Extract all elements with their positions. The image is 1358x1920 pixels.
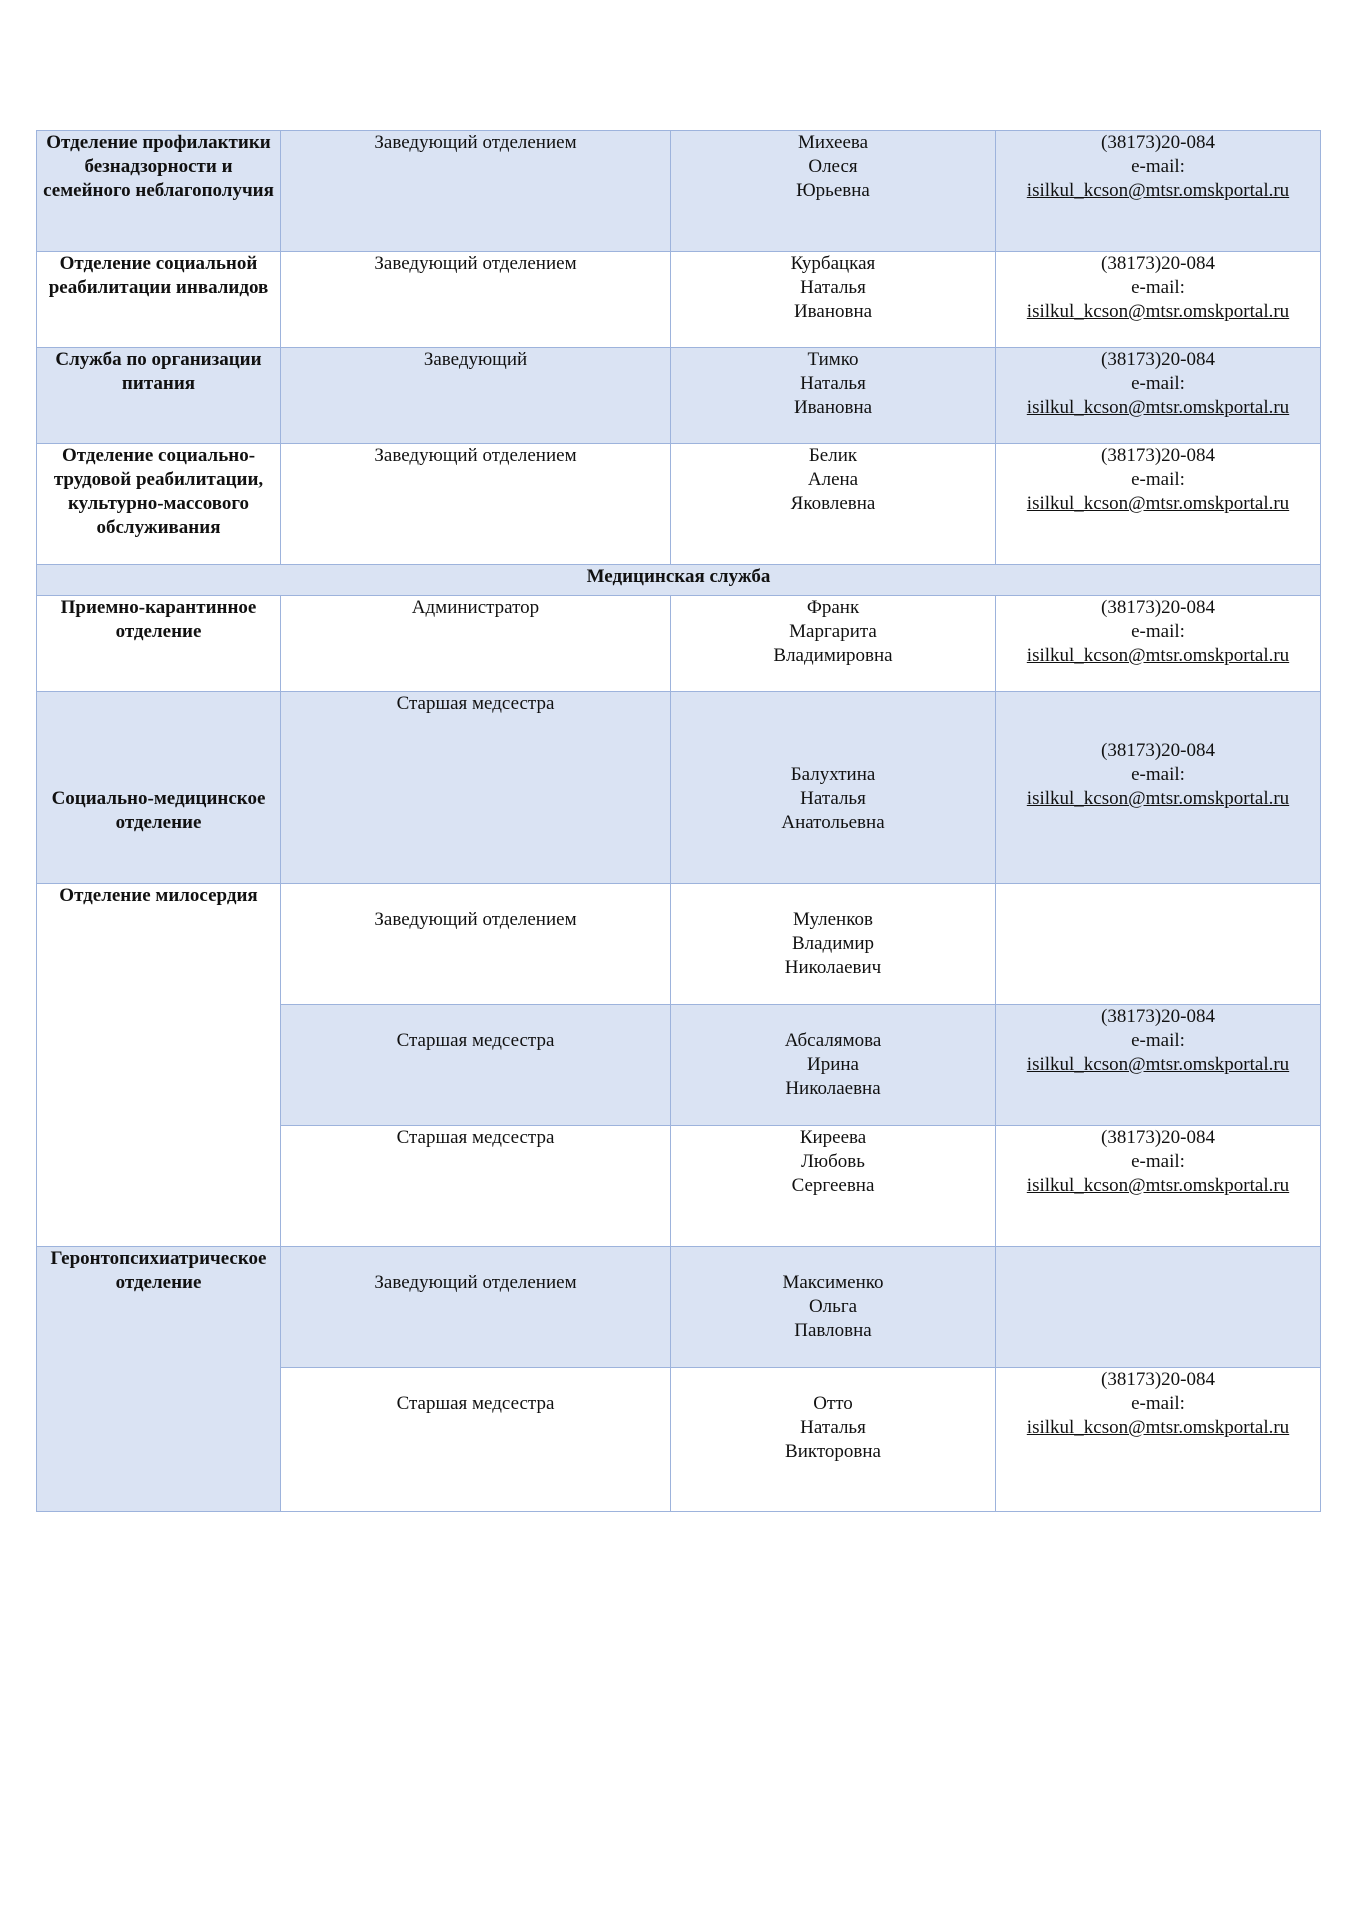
first-name: Олеся — [808, 156, 858, 177]
patronymic: Николаевна — [785, 1078, 881, 1099]
phone-number: (38173)20-084 — [1101, 1006, 1215, 1027]
first-name: Маргарита — [789, 621, 877, 642]
department-cell: Геронтопсихиатрическое отделение — [37, 1247, 281, 1512]
position-cell: Заведующий отделением — [281, 252, 671, 348]
position-cell: Администратор — [281, 596, 671, 692]
email-label: e-mail: — [1131, 277, 1185, 298]
phone-number: (38173)20-084 — [1101, 132, 1215, 153]
email-label: e-mail: — [1131, 621, 1185, 642]
table-row — [37, 596, 1321, 692]
first-name: Любовь — [801, 1151, 865, 1172]
contact-cell — [996, 444, 1321, 565]
position-cell: Заведующий — [281, 348, 671, 444]
phone-number: (38173)20-084 — [1101, 597, 1215, 618]
email-label: e-mail: — [1131, 1030, 1185, 1051]
surname: Белик — [808, 445, 858, 466]
name-cell — [671, 1005, 996, 1126]
first-name: Владимир — [791, 933, 875, 954]
name-cell — [671, 131, 996, 252]
email-label: e-mail: — [1131, 469, 1185, 490]
first-name: Наталья — [800, 1417, 866, 1438]
patronymic: Ивановна — [793, 397, 873, 418]
email-link[interactable]: isilkul_kcson@mtsr.omskportal.ru — [1026, 397, 1290, 418]
surname: Франк — [806, 597, 860, 618]
patronymic: Сергеевна — [791, 1175, 875, 1196]
surname: Курбацкая — [790, 253, 876, 274]
department-cell: Приемно-карантинное отделение — [37, 596, 281, 692]
name-cell — [671, 692, 996, 884]
contact-cell — [996, 1368, 1321, 1512]
position-cell: Старшая медсестра — [281, 1368, 671, 1512]
patronymic: Ивановна — [793, 301, 873, 322]
email-label: e-mail: — [1131, 1393, 1185, 1414]
name-cell — [671, 252, 996, 348]
position-cell: Старшая медсестра — [281, 1126, 671, 1247]
contact-cell — [996, 1247, 1321, 1368]
patronymic: Владимировна — [773, 645, 893, 666]
patronymic: Павловна — [794, 1320, 872, 1341]
position-cell: Заведующий отделением — [281, 884, 671, 1005]
email-link[interactable]: isilkul_kcson@mtsr.omskportal.ru — [1026, 180, 1290, 201]
surname: Михеева — [797, 132, 869, 153]
position-cell: Старшая медсестра — [281, 1005, 671, 1126]
position-cell: Заведующий отделением — [281, 444, 671, 565]
table-row — [37, 884, 1321, 1005]
email-link[interactable]: isilkul_kcson@mtsr.omskportal.ru — [1026, 645, 1290, 666]
first-name: Наталья — [800, 788, 866, 809]
surname: Киреева — [799, 1127, 867, 1148]
first-name: Ольга — [808, 1296, 858, 1317]
table-row — [37, 1247, 1321, 1368]
name-cell — [671, 1247, 996, 1368]
contact-cell — [996, 1126, 1321, 1247]
patronymic: Яковлевна — [790, 493, 876, 514]
patronymic: Викторовна — [785, 1441, 881, 1462]
department-cell: Отделение профилактики безнадзорности и семейного неблагополучия — [37, 131, 281, 252]
email-link[interactable]: isilkul_kcson@mtsr.omskportal.ru — [1026, 493, 1290, 514]
email-label: e-mail: — [1131, 373, 1185, 394]
surname: Отто — [813, 1393, 853, 1414]
phone-number: (38173)20-084 — [1101, 740, 1215, 761]
department-cell: Служба по организации питания — [37, 348, 281, 444]
staff-contact-table — [36, 130, 1321, 1512]
section-title: Медицинская служба — [37, 565, 1321, 596]
name-cell — [671, 884, 996, 1005]
surname: Муленков — [793, 909, 873, 930]
phone-number: (38173)20-084 — [1101, 253, 1215, 274]
email-label: e-mail: — [1131, 1151, 1185, 1172]
name-cell — [671, 348, 996, 444]
table-row — [37, 444, 1321, 565]
contact-cell — [996, 884, 1321, 1005]
phone-number: (38173)20-084 — [1101, 1369, 1215, 1390]
email-label: e-mail: — [1131, 764, 1185, 785]
department-cell: Отделение социальной реабилитации инвалидов — [37, 252, 281, 348]
surname: Абсалямова — [784, 1030, 882, 1051]
email-link[interactable]: isilkul_kcson@mtsr.omskportal.ru — [1026, 788, 1290, 809]
phone-number: (38173)20-084 — [1101, 445, 1215, 466]
phone-number: (38173)20-084 — [1101, 349, 1215, 370]
position-cell: Старшая медсестра — [281, 692, 671, 884]
email-link[interactable]: isilkul_kcson@mtsr.omskportal.ru — [1026, 1175, 1290, 1196]
contact-cell — [996, 692, 1321, 884]
table-row — [37, 252, 1321, 348]
contact-cell — [996, 1005, 1321, 1126]
first-name: Наталья — [800, 277, 866, 298]
contact-cell — [996, 131, 1321, 252]
email-label: e-mail: — [1131, 156, 1185, 177]
phone-number: (38173)20-084 — [1101, 1127, 1215, 1148]
table-row — [37, 348, 1321, 444]
surname: Тимко — [807, 349, 859, 370]
email-link[interactable]: isilkul_kcson@mtsr.omskportal.ru — [1026, 1417, 1290, 1438]
first-name: Наталья — [800, 373, 866, 394]
section-row — [37, 565, 1321, 596]
contact-cell — [996, 348, 1321, 444]
table-row — [37, 692, 1321, 884]
first-name: Алена — [807, 469, 859, 490]
patronymic: Анатольевна — [781, 812, 885, 833]
position-cell: Заведующий отделением — [281, 1247, 671, 1368]
patronymic: Юрьевна — [796, 180, 870, 201]
name-cell — [671, 1126, 996, 1247]
surname: Балухтина — [790, 764, 876, 785]
name-cell — [671, 596, 996, 692]
email-link[interactable]: isilkul_kcson@mtsr.omskportal.ru — [1026, 1054, 1290, 1075]
department-cell: Социально-медицинское отделение — [37, 692, 281, 884]
department-cell: Отделение социально-трудовой реабилитации, культурно-массового обслуживания — [37, 444, 281, 565]
email-link[interactable]: isilkul_kcson@mtsr.omskportal.ru — [1026, 301, 1290, 322]
surname: Максименко — [782, 1272, 884, 1293]
department-cell: Отделение милосердия — [37, 884, 281, 1247]
patronymic: Николаевич — [784, 957, 882, 978]
position-cell: Заведующий отделением — [281, 131, 671, 252]
contact-cell — [996, 252, 1321, 348]
first-name: Ирина — [807, 1054, 859, 1075]
name-cell — [671, 444, 996, 565]
contact-cell — [996, 596, 1321, 692]
name-cell — [671, 1368, 996, 1512]
table-row — [37, 131, 1321, 252]
